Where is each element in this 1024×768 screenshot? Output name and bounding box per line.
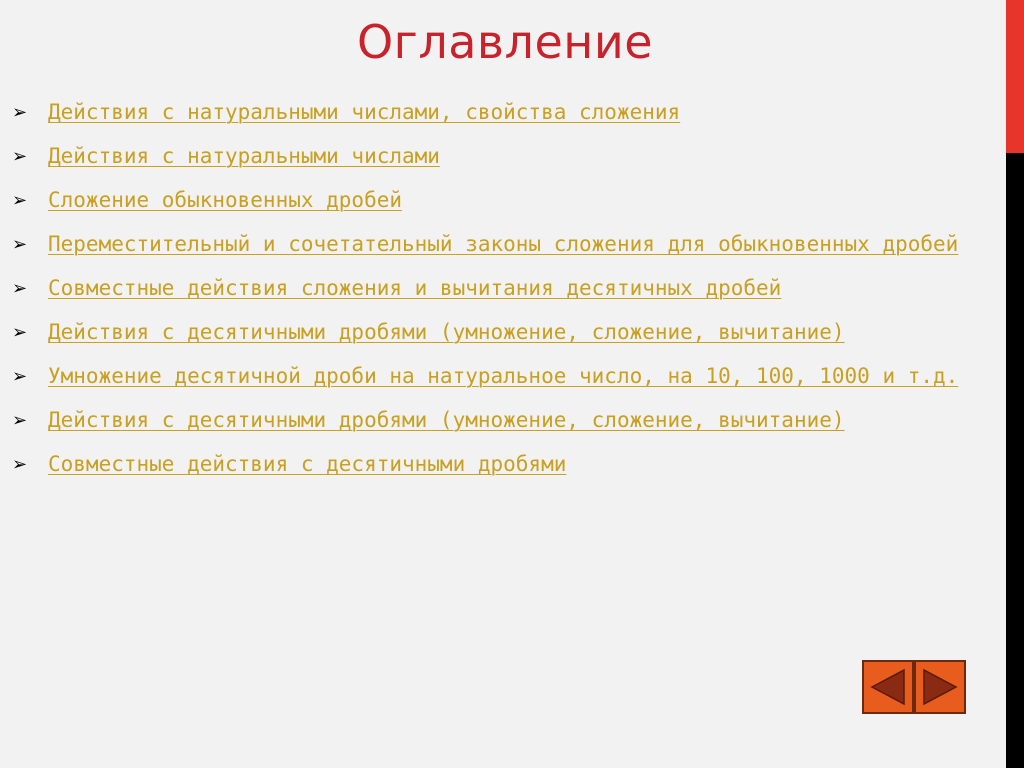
arrow-bullet-icon: ➢ — [12, 234, 28, 255]
toc-link[interactable]: Действия с десятичными дробями (умножение, сложение, вычитание) — [48, 408, 845, 432]
arrow-bullet-icon: ➢ — [12, 190, 28, 211]
toc-item — [0, 316, 1000, 348]
triangle-left-icon — [864, 662, 912, 712]
slide-navigation — [862, 660, 966, 714]
toc-item — [0, 228, 1000, 260]
arrow-bullet-icon: ➢ — [12, 322, 28, 343]
toc-item — [0, 96, 1000, 128]
triangle-right-icon — [916, 662, 964, 712]
toc-item — [0, 448, 1000, 480]
toc-link[interactable]: Совместные действия с десятичными дробями — [48, 452, 567, 476]
toc-link[interactable]: Переместительный и сочетательный законы сложения для обыкновенных дробей — [48, 232, 959, 256]
table-of-contents — [0, 96, 1000, 492]
arrow-bullet-icon: ➢ — [12, 102, 28, 123]
toc-item — [0, 360, 1000, 392]
toc-item — [0, 140, 1000, 172]
toc-link[interactable]: Действия с десятичными дробями (умножение, сложение, вычитание) — [48, 320, 845, 344]
toc-item — [0, 272, 1000, 304]
toc-link[interactable]: Действия с натуральными числами — [48, 144, 440, 168]
toc-item — [0, 184, 1000, 216]
toc-link[interactable]: Сложение обыкновенных дробей — [48, 188, 403, 212]
arrow-bullet-icon: ➢ — [12, 278, 28, 299]
toc-link[interactable]: Совместные действия сложения и вычитания десятичных дробей — [48, 276, 782, 300]
next-slide-button[interactable] — [914, 660, 966, 714]
toc-link[interactable]: Действия с натуральными числами, свойства сложения — [48, 100, 681, 124]
arrow-bullet-icon: ➢ — [12, 366, 28, 387]
previous-slide-button[interactable] — [862, 660, 914, 714]
toc-link[interactable]: Умножение десятичной дроби на натуральное число, на 10, 100, 1000 и т.д. — [48, 364, 959, 388]
toc-item — [0, 404, 1000, 436]
slide-title: Оглавление — [356, 15, 654, 69]
arrow-bullet-icon: ➢ — [12, 410, 28, 431]
arrow-bullet-icon: ➢ — [12, 454, 28, 475]
arrow-bullet-icon: ➢ — [12, 146, 28, 167]
